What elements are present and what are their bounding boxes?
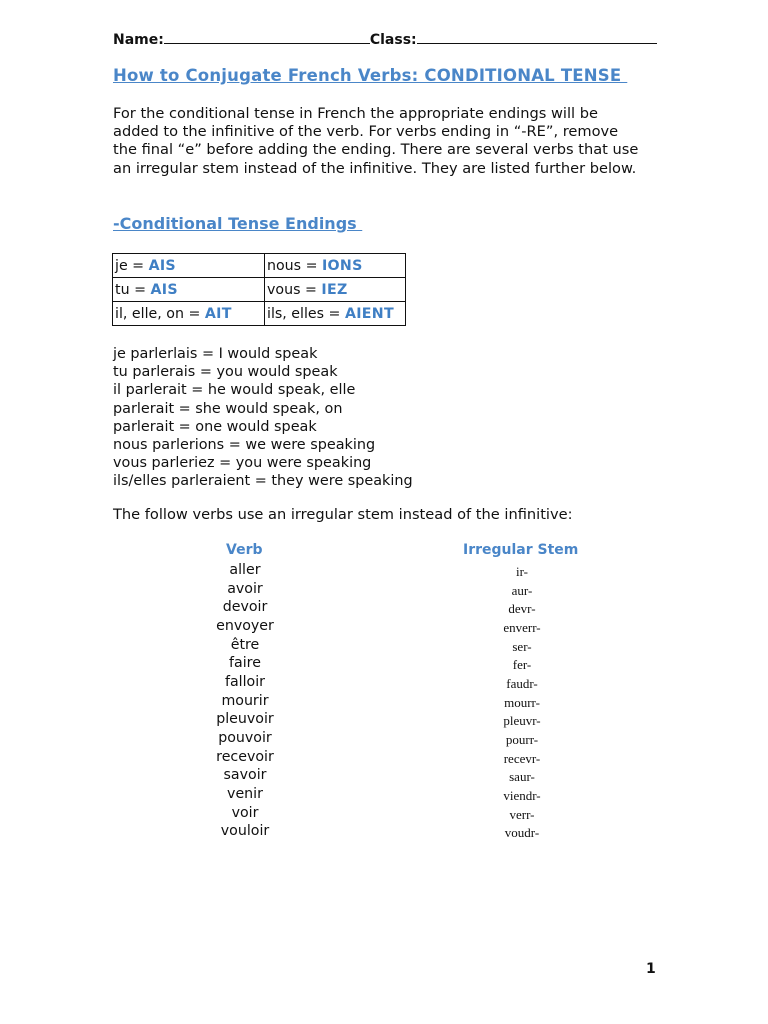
endings-cell	[113, 302, 265, 326]
example-line: parlerait = one would speak	[113, 418, 317, 435]
class-label: Class:	[369, 32, 417, 48]
stem-item: viendr-	[503, 787, 541, 803]
verb-item: savoir	[223, 767, 267, 784]
stem-item: ser-	[512, 638, 532, 654]
ending-text: AIENT	[344, 305, 394, 322]
stem-item: fer-	[512, 657, 532, 673]
endings-cell	[113, 254, 265, 278]
page-number: 1	[646, 961, 656, 977]
pronoun-text: vous =	[267, 281, 322, 298]
student-header	[113, 31, 658, 51]
endings-row	[113, 254, 406, 278]
pronoun-text: je =	[115, 257, 149, 274]
example-line: ils/elles parleraient = they were speaking	[113, 473, 413, 490]
name-blank-line[interactable]	[164, 31, 370, 44]
endings-cell	[265, 254, 406, 278]
verb-item: aller	[229, 562, 261, 578]
verb-item: pleuvoir	[216, 711, 274, 728]
stem-item: enverr-	[503, 619, 541, 635]
endings-row	[113, 302, 406, 326]
verb-column-header: Verb	[226, 542, 263, 558]
stem-item: mourr-	[504, 694, 540, 710]
example-line: nous parlerions = we were speaking	[113, 437, 376, 454]
example-line: je parlerlais = I would speak	[113, 346, 318, 362]
pronoun-text: ils, elles =	[267, 305, 345, 322]
verb-item: venir	[227, 785, 263, 802]
verb-item: pouvoir	[218, 729, 272, 746]
verb-item: avoir	[227, 580, 263, 597]
verb-item: recevoir	[216, 748, 274, 765]
endings-heading: -Conditional Tense Endings	[113, 214, 363, 233]
ending-text: AIS	[148, 257, 176, 274]
stem-item: pourr-	[505, 731, 539, 747]
verb-item: faire	[229, 655, 261, 672]
stem-item: saur-	[509, 769, 535, 785]
verb-item: être	[230, 636, 260, 653]
stem-column-header: Irregular Stem	[463, 542, 579, 558]
verb-item: mourir	[221, 692, 269, 709]
example-line: il parlerait = he would speak, elle	[113, 382, 356, 399]
example-list	[113, 345, 413, 491]
ending-text: AIT	[204, 305, 232, 322]
stem-item: aur-	[511, 582, 533, 598]
name-label: Name:	[113, 32, 164, 48]
stem-item: ir-	[515, 564, 528, 579]
pronoun-text: tu =	[115, 281, 151, 298]
stem-column	[472, 563, 572, 843]
endings-row	[113, 278, 406, 302]
stem-item: verr-	[509, 806, 535, 822]
endings-cell	[113, 278, 265, 302]
class-blank-line[interactable]	[417, 31, 657, 44]
page-title: How to Conjugate French Verbs: CONDITIONAL TENSE	[113, 66, 628, 85]
verb-item: voir	[231, 804, 259, 821]
ending-text: IONS	[321, 257, 363, 274]
stem-item: pleuvr-	[503, 713, 541, 729]
ending-text: IEZ	[321, 281, 348, 298]
verb-column	[195, 561, 295, 841]
example-line: vous parleriez = you were speaking	[113, 455, 372, 472]
pronoun-text: nous =	[267, 257, 322, 274]
intro-paragraph: For the conditional tense in French the appropriate endings will be added to the infinitive of the verb. For verbs ending in “-RE”, remove the final “e” before adding the ending. There are several verbs that use an irregular stem instead of the infinitive. They are listed further below.	[113, 105, 639, 177]
stem-item: voudr-	[504, 825, 540, 841]
example-line: parlerait = she would speak, on	[113, 400, 343, 417]
verb-item: falloir	[224, 673, 266, 690]
verb-item: vouloir	[220, 823, 270, 840]
irregular-intro: The follow verbs use an irregular stem instead of the infinitive:	[113, 506, 573, 523]
pronoun-text: il, elle, on =	[115, 305, 205, 322]
stem-item: recevr-	[503, 750, 541, 766]
verb-item: devoir	[222, 599, 268, 616]
verb-item: envoyer	[216, 617, 274, 634]
endings-table	[112, 253, 406, 326]
endings-cell	[265, 302, 406, 326]
stem-item: devr-	[508, 601, 536, 617]
example-line: tu parlerais = you would speak	[113, 364, 338, 381]
endings-cell	[265, 278, 406, 302]
ending-text: AIS	[150, 281, 178, 298]
stem-item: faudr-	[506, 675, 538, 691]
